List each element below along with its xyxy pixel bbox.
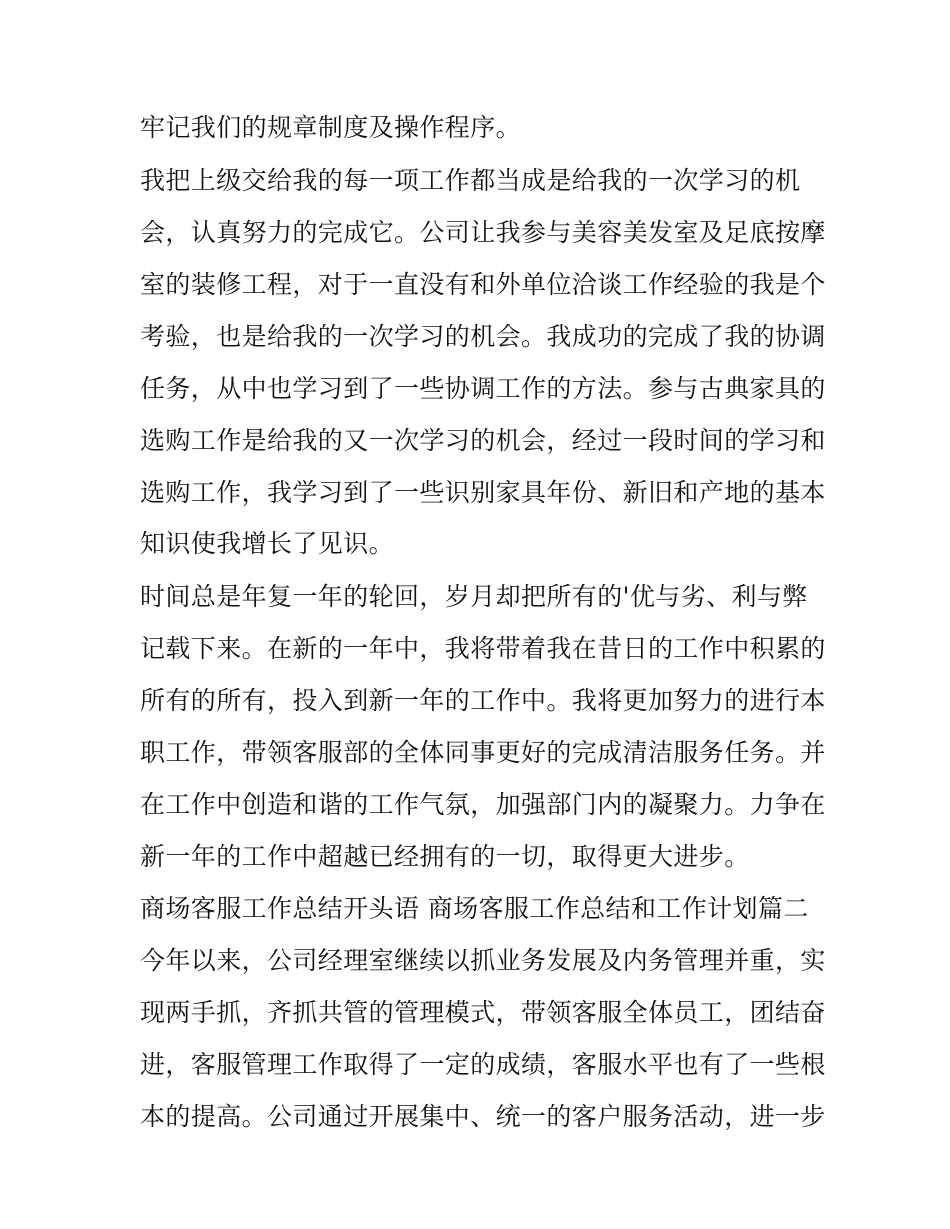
text-line: 现两手抓，齐抓共管的管理模式，带领客服全体员工，团结奋 bbox=[140, 998, 826, 1027]
text-line: 商场客服工作总结开头语 商场客服工作总结和工作计划篇二 bbox=[140, 894, 809, 923]
text-line: 我把上级交给我的每一项工作都当成是给我的一次学习的机 bbox=[140, 166, 801, 195]
text-line: 选购工作是给我的又一次学习的机会，经过一段时间的学习和 bbox=[140, 426, 826, 455]
text-line: 新一年的工作中超越已经拥有的一切，取得更大进步。 bbox=[140, 842, 750, 871]
text-line: 任务，从中也学习到了一些协调工作的方法。参与古典家具的 bbox=[140, 374, 826, 403]
text-line: 进，客服管理工作取得了一定的成绩，客服水平也有了一些根 bbox=[140, 1050, 826, 1079]
text-line: 记载下来。在新的一年中，我将带着我在昔日的工作中积累的 bbox=[140, 634, 826, 663]
text-line: 今年以来，公司经理室继续以抓业务发展及内务管理并重，实 bbox=[140, 946, 826, 975]
text-line: 本的提高。公司通过开展集中、统一的客户服务活动，进一步 bbox=[140, 1102, 826, 1131]
text-line: 选购工作，我学习到了一些识别家具年份、新旧和产地的基本 bbox=[140, 478, 826, 507]
text-line: 知识使我增长了见识。 bbox=[140, 529, 395, 558]
text-line: 会，认真努力的完成它。公司让我参与美容美发室及足底按摩 bbox=[140, 218, 826, 247]
text-line: 时间总是年复一年的轮回，岁月却把所有的'优与劣、利与弊 bbox=[140, 582, 808, 611]
text-line: 所有的所有，投入到新一年的工作中。我将更加努力的进行本 bbox=[140, 686, 826, 715]
text-line: 室的装修工程，对于一直没有和外单位洽谈工作经验的我是个 bbox=[140, 270, 826, 299]
text-line: 考验，也是给我的一次学习的机会。我成功的完成了我的协调 bbox=[140, 322, 826, 351]
text-line: 牢记我们的规章制度及操作程序。 bbox=[140, 113, 522, 142]
text-line: 职工作，带领客服部的全体同事更好的完成清洁服务任务。并 bbox=[140, 738, 826, 767]
text-line: 在工作中创造和谐的工作气氛，加强部门内的凝聚力。力争在 bbox=[140, 790, 826, 819]
